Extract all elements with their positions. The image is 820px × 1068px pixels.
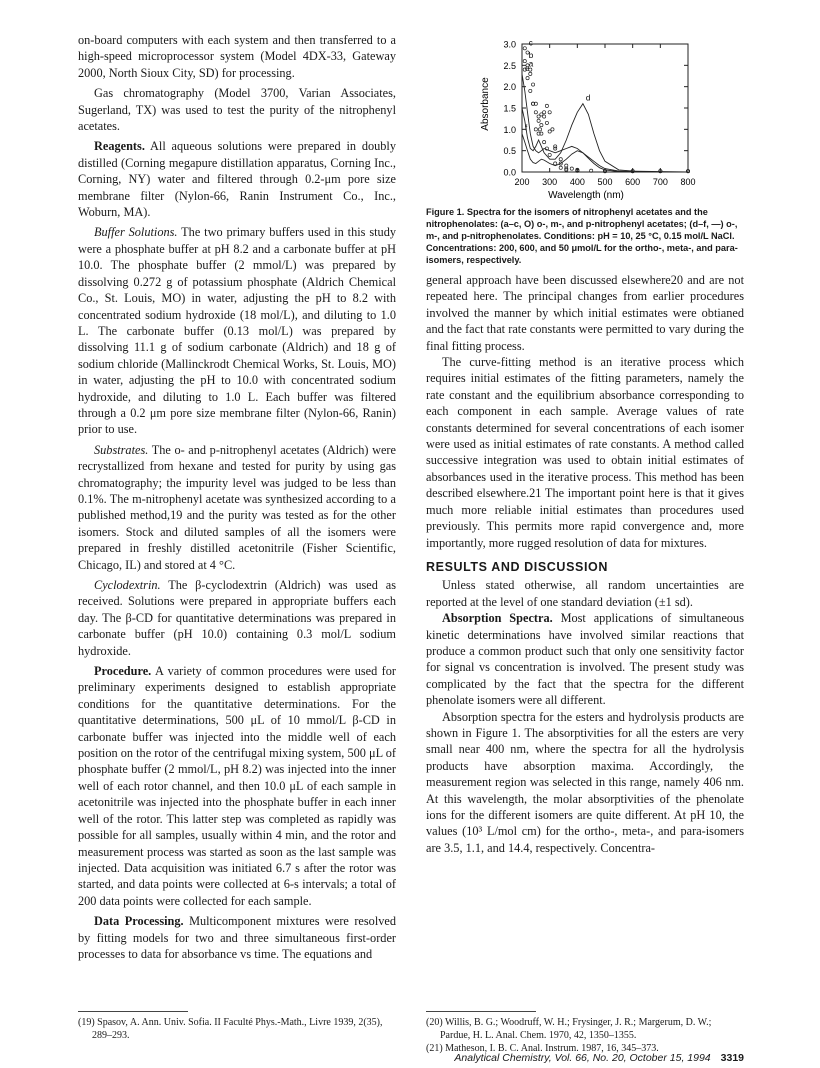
data-point-a bbox=[534, 111, 537, 114]
running-footer bbox=[426, 1052, 744, 1064]
series-line-e bbox=[522, 74, 688, 172]
plot-area bbox=[522, 44, 688, 172]
data-point-b bbox=[543, 141, 546, 144]
data-point-b bbox=[548, 153, 551, 156]
paragraph-text: All aqueous solutions were prepared in doubly distilled (Corning megapure distillation apparatus, Corning Inc., Corning, NY) water and filtered through 0.2-μm pore size membrane filter (Nylon-66, Ranin Instrument Co., Inc., Woburn, MA). bbox=[78, 139, 396, 220]
x-tick-label: 300 bbox=[542, 177, 558, 187]
paragraph: The curve-fitting method is an iterative process which requires initial estimates of the fitting parameters, namely the rate constant and the equilibrium absorbance corresponding to each component in each sample. Average values of rate constants determined for several concentrations of each isomer were used as initial estimates of rate constants. A method called successive integration was used to obtain initial estimates of absorbances used in the iterative process. This method has been described elsewhere.21 The important point here is that it gives much more reliable initial estimates than procedures used previously. This permits more rapid convergence and, more importantly, more rugged resolution of data for mixtures. bbox=[426, 355, 744, 550]
y-tick-label: 1.0 bbox=[503, 124, 516, 135]
data-point-c bbox=[534, 128, 537, 131]
paragraph: Unless stated otherwise, all random uncertainties are reported at the level of one standard deviation (±1 sd). bbox=[426, 578, 744, 609]
x-axis-label: Wavelength (nm) bbox=[548, 190, 624, 201]
data-point-a bbox=[545, 121, 548, 124]
run-in-heading: Buffer Solutions. bbox=[94, 225, 178, 240]
data-point-b bbox=[554, 162, 557, 165]
data-point-b bbox=[531, 83, 534, 86]
journal-citation: Analytical Chemistry, Vol. 66, No. 20, October 15, 1994 bbox=[454, 1052, 711, 1064]
data-point-a bbox=[526, 77, 529, 80]
data-point-a bbox=[543, 115, 546, 118]
data-point-c bbox=[543, 111, 546, 114]
series-label-f: f bbox=[525, 123, 528, 133]
x-tick-label: 200 bbox=[514, 177, 530, 187]
data-point-a bbox=[570, 167, 573, 170]
run-in-heading: Procedure. bbox=[94, 664, 152, 679]
paragraph-text: A variety of common procedures were used for preliminary experiments designed to establish appropriate conditions for the quantitative determinations. For the quantitative determinations, 500 μL of 10 mmol/L β-CD in carbonate buffer was injected into the middle well of each position on the rotor of the centrifugal mixing system, 500 μL of phosphate buffer (2 mmol/L, pH 8.2) was injected into the inner well of each rotor channel, and then 10.0 μL of each sample in acetonitrile was injected into the phosphate buffer in each inner well of the rotor. This latter step was completed as rapidly was possible for all samples, usually within 4 min, and the rotor and measurement process was started as soon as the last sample was injected. Data acquisition was initiated 6.7 s after the rotor was started, and data points were collected at 6-s intervals; a total of 200 data points were collected for each sample. bbox=[78, 664, 396, 908]
footnote: (20) Willis, B. G.; Woodruff, W. H.; Frysinger, J. R.; Margerum, D. W.; Pardue, H. L. Anal. Chem. 1970, 42, 1350–1355. bbox=[426, 1017, 712, 1041]
data-point-c bbox=[548, 111, 551, 114]
run-in-heading: Cyclodextrin. bbox=[94, 578, 161, 592]
series-label-d: d bbox=[585, 93, 591, 103]
section-heading: RESULTS AND DISCUSSION bbox=[426, 559, 608, 574]
y-tick-label: 0.0 bbox=[503, 167, 516, 178]
paragraph bbox=[78, 913, 396, 962]
y-tick-label: 2.5 bbox=[503, 60, 516, 71]
y-axis-label: Absorbance bbox=[480, 77, 491, 131]
plot-series-group bbox=[522, 38, 690, 172]
paragraph bbox=[426, 610, 744, 708]
right-column bbox=[426, 272, 744, 856]
paragraph-text: Multicomponent mixtures were resolved by fitting models for two and three simultaneous first-order processes to data for absorbance vs time. The equations and bbox=[78, 914, 396, 961]
run-in-heading: Data Processing. bbox=[94, 914, 184, 929]
series-label-e: e bbox=[525, 63, 530, 73]
footnote: (19) Spasov, A. Ann. Univ. Sofia. II Faculté Phys.-Math., Livre 1939, 2(35), 289–293. bbox=[78, 1017, 383, 1041]
paragraph-text: The two primary buffers used in this study were a phosphate buffer at pH 8.2 and a carbonate buffer at pH 10.0. The phosphate buffer (2 mmol/L) was prepared by dissolving 0.272 g of potassium phosphate (Aldrich Chemical Co., St. Louis, MO) in water, adjusting the pH to 8.2 with concentrated sodium hydroxide (18 mol/L), and diluting to 1.0 L. The carbonate buffer (0.13 mol/L) was prepared by dissolving 11.1 g of sodium carbonate (Aldrich) and 18 g of sodium chloride (Mallinckrodt Chemical Works, St. Louis, MO) in water, adjusting the pH to 10.0 with concentrated sodium hydroxide, and diluting to 1.0 L. Each buffer was filtered through a 0.2 μm pore size membrane filter (Nylon-66, Ranin) prior to use. bbox=[78, 225, 396, 437]
x-tick-label: 500 bbox=[597, 177, 613, 187]
data-point-b bbox=[537, 119, 540, 122]
paragraph bbox=[78, 224, 396, 437]
x-tick-label: 400 bbox=[569, 177, 585, 187]
data-point-a bbox=[529, 89, 532, 92]
paragraph bbox=[78, 138, 396, 220]
paragraph: Gas chromatography (Model 3700, Varian Associates, Sugerland, TX) was used to test the purity of the nitrophenyl acetates. bbox=[78, 86, 396, 134]
run-in-heading: Reagents. bbox=[94, 139, 145, 154]
y-tick-label: 0.5 bbox=[503, 146, 516, 157]
y-tick-label: 1.5 bbox=[503, 103, 516, 114]
run-in-heading: Absorption Spectra. bbox=[442, 611, 553, 626]
y-tick-label: 2.0 bbox=[503, 82, 516, 93]
plot-border bbox=[522, 44, 688, 172]
footnote: (21) Matheson, I. B. C. Anal. Instrum. 1987, 16, 345–373. bbox=[426, 1043, 659, 1054]
figure-label: Figure 1. bbox=[426, 207, 465, 217]
paragraph-text: The o- and p-nitrophenyl acetates (Aldrich) were recrystallized from hexane and tested for purity by using gas chromatography; the impurity level was judged to be less than 0.1%. The m-nitrophenyl acetate was synthesized according to a published method,19 and the purity was tested as for the other isomers. Stock and diluted samples of all the isomers were prepared in freshly distilled acetonitrile (Fisher Scientific, Chicago, IL) and stored at 4 °C. bbox=[78, 442, 396, 572]
x-tick-label: 600 bbox=[625, 177, 641, 187]
run-in-heading: Substrates. bbox=[94, 442, 149, 457]
data-point-c bbox=[545, 104, 548, 107]
data-point-c bbox=[523, 47, 526, 50]
data-point-b bbox=[538, 128, 541, 131]
data-point-c bbox=[540, 123, 543, 126]
y-tick-label: 3.0 bbox=[503, 39, 516, 50]
paragraph bbox=[78, 577, 396, 659]
data-point-c bbox=[551, 128, 554, 131]
paragraph: on-board computers with each system and then transferred to a high-speed microprocessor system (Model 4DX-33, Gateway 2000, North Sioux City, SD) for processing. bbox=[78, 33, 396, 80]
series-label-a: a bbox=[528, 59, 534, 69]
data-point-a bbox=[559, 158, 562, 161]
paragraph bbox=[78, 663, 396, 909]
footnote-rule bbox=[426, 1011, 536, 1012]
x-tick-label: 700 bbox=[652, 177, 668, 187]
data-point-b bbox=[559, 166, 562, 169]
x-tick-label: 800 bbox=[680, 177, 696, 187]
data-point-b bbox=[523, 59, 526, 62]
left-column bbox=[78, 32, 396, 962]
page-number: 3319 bbox=[720, 1052, 744, 1064]
series-label-c: c bbox=[528, 38, 533, 48]
footnotes-left bbox=[78, 1016, 396, 1042]
paragraph-text: Most applications of simultaneous kinetic determinations have involved similar reactions that produce a common product such that only one sensitivity factor for signal vs concentration is involved. The present study was complicated by the fact that the spectra for the different phenolate isomers were all different. bbox=[426, 611, 744, 708]
figure-caption bbox=[426, 206, 744, 266]
absorbance-spectra-chart bbox=[426, 32, 744, 204]
figure-1 bbox=[426, 32, 744, 268]
figure-caption-text: Spectra for the isomers of nitrophenyl acetates and the nitrophenolates: (a–c, O) o-, m-, and p-nitrophenyl acetates; (d–f, —) o-, m-, and p-nitrophenolates. Conditions: pH = 10, 25 °C, 0.15 mol/L NaCl. Concentrations: 200, 600, and 50 μmol/L for the ortho-, meta-, and para-isomers, respectively. bbox=[426, 207, 738, 265]
paragraph: general approach have been discussed elsewhere20 and are not repeated here. The principal changes from earlier procedures involved the manner by which initial estimates were obtianed and the fact that rate constants were permitted to vary during the final fitting process. bbox=[426, 273, 744, 353]
footnote-rule bbox=[78, 1011, 188, 1012]
series-line-f bbox=[522, 134, 688, 172]
data-point-c bbox=[554, 145, 557, 148]
paragraph bbox=[78, 442, 396, 573]
series-label-b: b bbox=[528, 51, 534, 61]
footnotes-right bbox=[426, 1016, 744, 1055]
paragraph-text: The β-cyclodextrin (Aldrich) was used as received. Solutions were prepared in appropriate buffers each day. The β-CD for quantitative determinations was prepared in carbonate buffer (pH 10.0) containing 0.3 mol/L sodium hydroxide. bbox=[78, 578, 396, 658]
paragraph: Absorption spectra for the esters and hydrolysis products are shown in Figure 1. The absorptivities for all the esters are very small near 400 nm, where the spectra for all the hydrolysis products have absorption maxima. Accordingly, the measurement region was selected in this range, namely 406 nm. At this wavelength, the molar absorptivities of the phenolate ions for the different isomers are quite different. At pH 10, the values (10³ L/mol cm) for the ortho-, meta-, and para-isomers are 3.5, 1.1, and 14.4, respectively. Concentra- bbox=[426, 709, 744, 855]
